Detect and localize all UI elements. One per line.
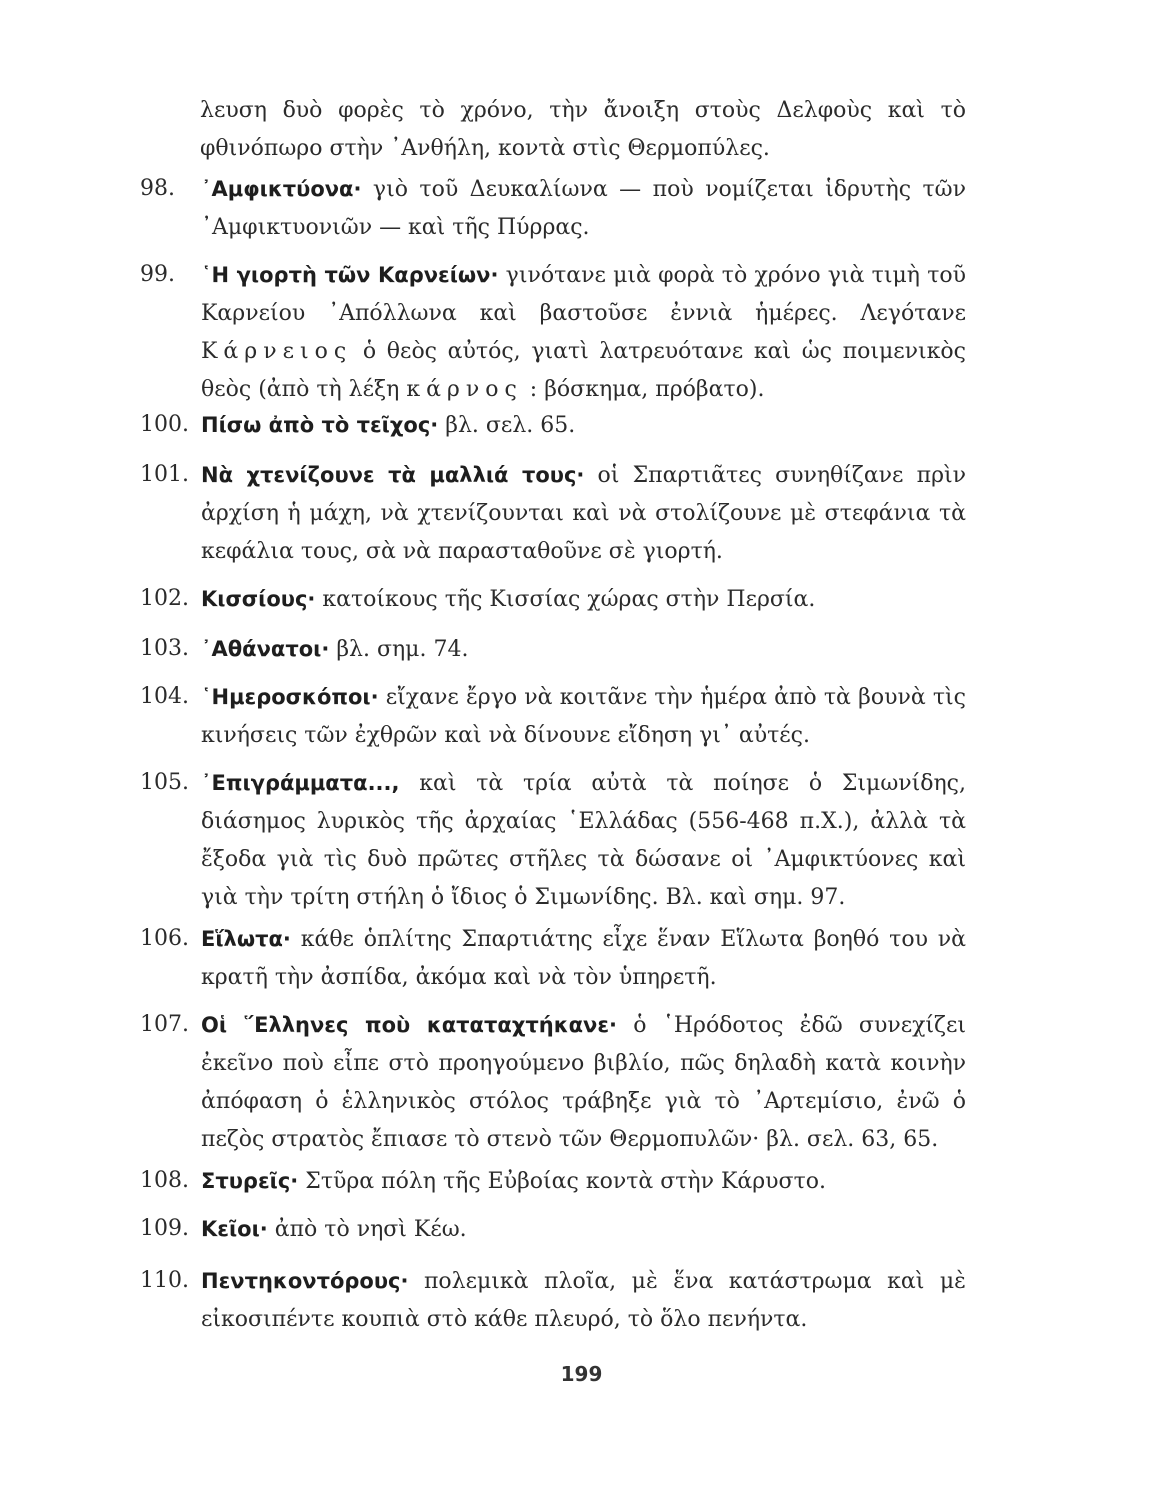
note-number: 105. — [140, 770, 189, 795]
note-term: Κεῖοι· — [201, 1217, 268, 1241]
note-text: : βόσκημα, πρόβατο). — [522, 377, 765, 402]
continuation-paragraph: λευση δυὸ φορὲς τὸ χρόνο, τὴν ἄνοιξη στοὺς Δελφοὺς καὶ τὸ φθινόπωρο στὴν ᾿Ανθήλη, κοντὰ στὶς Θερμοπύλες. — [200, 98, 966, 161]
note-term: Νὰ χτενίζουνε τὰ μαλλιά τους· — [201, 463, 585, 487]
note-number: 98. — [140, 176, 175, 201]
note-text: οἱ Σπαρτιᾶτες συνηθίζανε πρὶν ἀρχίση ἡ μάχη, νὰ χτενίζουνται καὶ νὰ στολίζουνε μὲ στεφάνια τὰ κεφάλια τους, σὰ νὰ παρασταθοῦνε σὲ γιορτή. — [201, 463, 967, 564]
note-109 — [140, 1210, 966, 1249]
note-107 — [140, 1006, 966, 1159]
note-102 — [140, 580, 966, 619]
note-text: κάθε ὁπλίτης Σπαρτιάτης εἶχε ἕναν Εἵλωτα βοηθό του νὰ κρατῆ τὴν ἀσπίδα, ἀκόμα καὶ νὰ τὸν ὑπηρετῆ. — [201, 927, 966, 990]
note-term: ῾Ημεροσκόποι· — [201, 685, 379, 709]
note-term: Εἵλωτα· — [201, 927, 291, 951]
note-text: βλ. σημ. 74. — [329, 637, 469, 662]
note-term: ᾿Αθάνατοι· — [201, 637, 330, 661]
note-number: 109. — [140, 1216, 189, 1241]
note-text: πολεμικὰ πλοῖα, μὲ ἕνα κατάστρωμα καὶ μὲ εἰκοσιπέντε κουπιὰ στὸ κάθε πλευρό, τὸ ὅλο πενήντα. — [201, 1269, 966, 1332]
note-99 — [140, 256, 966, 409]
note-100 — [140, 406, 966, 445]
note-98 — [140, 170, 966, 247]
note-number: 110. — [140, 1268, 189, 1293]
note-text: εἴχανε ἔργο νὰ κοιτᾶνε τὴν ἡμέρα ἀπὸ τὰ βουνὰ τὶς κινήσεις τῶν ἐχθρῶν καὶ νὰ δίνουνε εἴδηση γι᾿ αὐτές. — [201, 685, 966, 748]
note-term: Πεντηκοντόρους· — [201, 1269, 409, 1293]
note-text: ἀπὸ τὸ νησὶ Κέω. — [267, 1217, 467, 1242]
note-term: ᾿Αμφικτύονα· — [201, 177, 362, 201]
note-108 — [140, 1162, 966, 1201]
note-term: ᾿Επιγράμματα..., — [201, 771, 400, 795]
note-term: Στυρεῖς· — [201, 1169, 299, 1193]
note-106 — [140, 920, 966, 997]
spaced-word: κάρνος — [406, 377, 523, 402]
note-number: 108. — [140, 1168, 189, 1193]
note-term: ῾Η γιορτὴ τῶν Καρνείων· — [201, 263, 499, 287]
note-104 — [140, 678, 966, 755]
note-number: 106. — [140, 926, 189, 951]
note-105 — [140, 764, 966, 917]
note-text: Στῦρα πόλη τῆς Εὐβοίας κοντὰ στὴν Κάρυστο. — [298, 1169, 826, 1194]
spaced-word: Κάρνειος — [201, 339, 353, 364]
note-term: Πίσω ἀπὸ τὸ τεῖχος· — [201, 413, 439, 437]
note-text: ὁ ῾Ηρόδοτος ἐδῶ συνεχίζει ἐκεῖνο ποὺ εἶπε στὸ προηγούμενο βιβλίο, πῶς δηλαδὴ κατὰ κοινὴν ἀπόφαση ὁ ἑλληνικὸς στόλος τράβηξε γιὰ τὸ ᾿Αρτεμίσιο, ἐνῶ ὁ πεζὸς στρατὸς ἔπιασε τὸ στενὸ τῶν Θερμοπυλῶν· βλ. σελ. 63, 65. — [201, 1013, 966, 1152]
note-text: ὁ θεὸς αὐτός, γιατὶ λατρευότανε καὶ ὡς ποιμενικὸς θεὸς (ἀπὸ τὴ λέξη — [201, 339, 966, 402]
note-term: Οἱ ῞Ελληνες ποὺ καταταχτήκανε· — [201, 1013, 618, 1037]
note-text: γινότανε μιὰ φορὰ τὸ χρόνο γιὰ τιμὴ τοῦ Καρνείου ᾿Απόλλωνα καὶ βαστοῦσε ἐννιὰ ἡμέρες. Λεγότανε — [201, 263, 966, 326]
note-number: 102. — [140, 586, 189, 611]
page-number: 199 — [560, 1362, 603, 1386]
note-number: 101. — [140, 462, 189, 487]
note-number: 104. — [140, 684, 189, 709]
note-101 — [140, 456, 966, 571]
note-text: κατοίκους τῆς Κισσίας χώρας στὴν Περσία. — [315, 587, 816, 612]
note-number: 99. — [140, 262, 175, 287]
note-term: Κισσίους· — [201, 587, 316, 611]
note-text: καὶ τὰ τρία αὐτὰ τὰ ποίησε ὁ Σιμωνίδης, διάσημος λυρικὸς τῆς ἀρχαίας ῾Ελλάδας (556-468 π.Χ.), ἀλλὰ τὰ ἔξοδα γιὰ τὶς δυὸ πρῶτες στῆλες τὰ δώσανε οἱ ᾿Αμφικτύονες καὶ γιὰ τὴν τρίτη στήλη ὁ ἴδιος ὁ Σιμωνίδης. Βλ. καὶ σημ. 97. — [201, 771, 966, 910]
note-text: γιὸ τοῦ Δευκαλίωνα — ποὺ νομίζεται ἱδρυτὴς τῶν ᾿Αμφικτυονιῶν — καὶ τῆς Πύρρας. — [201, 177, 966, 240]
note-110 — [140, 1262, 966, 1339]
note-103 — [140, 630, 966, 669]
note-number: 100. — [140, 412, 189, 437]
note-number: 107. — [140, 1012, 189, 1037]
note-number: 103. — [140, 636, 189, 661]
note-text: βλ. σελ. 65. — [438, 413, 576, 438]
